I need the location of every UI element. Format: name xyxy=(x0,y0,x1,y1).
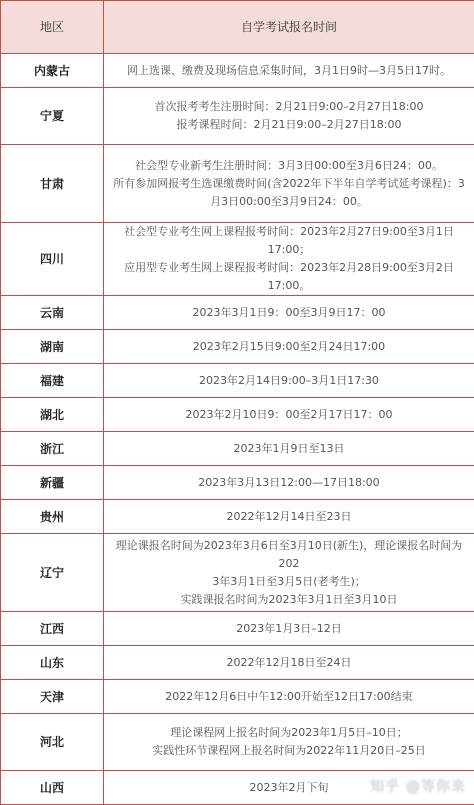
registration-time-cell xyxy=(104,88,474,145)
registration-time-line: 2022年12月6日中午12:00开始至12日17:00结束 xyxy=(108,688,470,706)
registration-time-line: 2023年1月9日至13日 xyxy=(108,440,470,458)
region-cell: 江西 xyxy=(1,612,104,646)
region-cell: 天津 xyxy=(1,680,104,714)
registration-time-line: 2022年12月14日至23日 xyxy=(108,508,470,526)
registration-time-cell xyxy=(104,54,474,88)
header-region: 地区 xyxy=(1,1,104,54)
registration-time-line: 2023年2月10日9：00至2月17日17：00 xyxy=(108,406,470,424)
table-row xyxy=(1,534,474,612)
watermark-site: 知乎 xyxy=(370,779,400,795)
region-cell: 云南 xyxy=(1,296,104,330)
table-row xyxy=(1,54,474,88)
region-cell: 内蒙古 xyxy=(1,54,104,88)
registration-time-cell xyxy=(104,612,474,646)
registration-time-line: 3年3月1日至3月5日(老考生)； xyxy=(108,573,470,591)
registration-time-line: 2023年1月3日–12日 xyxy=(108,620,470,638)
registration-time-line: 所有参加网报考生选课缴费时间(含2022年下半年自学考试延考课程)：3 xyxy=(108,175,470,193)
registration-time-cell xyxy=(104,432,474,466)
registration-time-line: 2022年12月18日至24日 xyxy=(108,654,470,672)
registration-time-cell xyxy=(104,534,474,612)
table-header-row xyxy=(1,1,474,54)
registration-time-line: 2023年3月1日9：00至3月9日17：00 xyxy=(108,304,470,322)
table-row xyxy=(1,364,474,398)
registration-time-cell xyxy=(104,296,474,330)
watermark-author: @等你来 xyxy=(406,779,466,795)
table-row xyxy=(1,398,474,432)
table-row xyxy=(1,680,474,714)
region-cell: 新疆 xyxy=(1,466,104,500)
registration-time-cell xyxy=(104,145,474,223)
registration-time-line: 理论课程网上报名时间为2023年1月5日–10日； xyxy=(108,724,470,742)
registration-time-line: 社会型专业考生网上课程报考时间：2023年2月27日9:00至3月1日17:00； xyxy=(108,223,470,259)
table-row xyxy=(1,330,474,364)
table-row xyxy=(1,714,474,771)
region-cell: 湖南 xyxy=(1,330,104,364)
registration-time-line: 理论课报名时间为2023年3月6日至3月10日(新生)，理论课报名时间为202 xyxy=(108,537,470,573)
table-row xyxy=(1,500,474,534)
region-cell: 河北 xyxy=(1,714,104,771)
region-cell: 辽宁 xyxy=(1,534,104,612)
registration-time-line: 网上选课、缴费及现场信息采集时间，3月1日9时—3月5日17时。 xyxy=(108,62,470,80)
registration-time-line: 社会型专业新考生注册时间：3月3日00:00至3月6日24：00。 xyxy=(108,157,470,175)
header-time: 自学考试报名时间 xyxy=(104,1,474,54)
registration-time-cell xyxy=(104,364,474,398)
table-row xyxy=(1,432,474,466)
registration-time-cell xyxy=(104,466,474,500)
table-row xyxy=(1,223,474,296)
region-cell: 福建 xyxy=(1,364,104,398)
table-row xyxy=(1,466,474,500)
registration-time-line: 2023年2月下旬 xyxy=(108,779,470,797)
region-cell: 贵州 xyxy=(1,500,104,534)
table-row xyxy=(1,88,474,145)
table-row xyxy=(1,296,474,330)
region-cell: 宁夏 xyxy=(1,88,104,145)
registration-time-line: 月3日00:00至3月9日24：00。 xyxy=(108,193,470,211)
region-cell: 四川 xyxy=(1,223,104,296)
table-row xyxy=(1,145,474,223)
table-row xyxy=(1,646,474,680)
zhihu-watermark xyxy=(370,776,466,796)
region-cell: 甘肃 xyxy=(1,145,104,223)
region-cell: 浙江 xyxy=(1,432,104,466)
registration-time-cell xyxy=(104,680,474,714)
registration-time-line: 应用型专业考生网上课程报考时间：2023年2月28日9:00至3月2日17:00。 xyxy=(108,259,470,295)
registration-time-line: 实践课报名时间为2023年3月1日至3月10日 xyxy=(108,591,470,609)
registration-time-cell xyxy=(104,646,474,680)
table-row xyxy=(1,612,474,646)
registration-time-cell xyxy=(104,714,474,771)
registration-time-cell xyxy=(104,223,474,296)
registration-time-line: 2023年2月15日9:00至2月24日17:00 xyxy=(108,338,470,356)
registration-time-line: 报考课程时间：2月21日9:00–2月27日18:00 xyxy=(108,116,470,134)
region-cell: 山西 xyxy=(1,771,104,805)
registration-time-line: 首次报考考生注册时间：2月21日9:00–2月27日18:00 xyxy=(108,98,470,116)
registration-time-line: 2023年2月14日9:00–3月1日17:30 xyxy=(108,372,470,390)
registration-time-cell xyxy=(104,500,474,534)
region-cell: 山东 xyxy=(1,646,104,680)
registration-time-cell xyxy=(104,330,474,364)
registration-time-line: 实践性环节课程网上报名时间为2022年11月20日–25日 xyxy=(108,742,470,760)
registration-time-line: 2023年3月13日12:00—17日18:00 xyxy=(108,474,470,492)
registration-time-cell xyxy=(104,398,474,432)
region-cell: 湖北 xyxy=(1,398,104,432)
